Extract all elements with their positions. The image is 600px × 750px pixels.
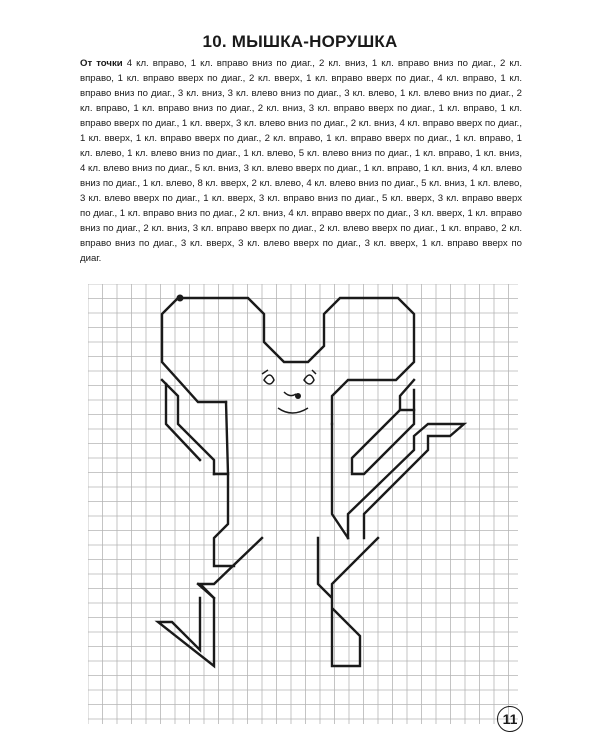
left-leg-inner — [198, 584, 214, 598]
left-arm-inner — [166, 384, 200, 460]
ears-outline — [178, 298, 414, 424]
nose-line — [284, 392, 296, 396]
tail-outline — [348, 424, 464, 538]
start-point — [177, 295, 184, 302]
body-left-outline — [214, 402, 234, 566]
grid-drawing — [88, 284, 518, 724]
drawing-instructions — [80, 56, 522, 266]
mouse-face — [262, 370, 316, 413]
nose-dot — [295, 393, 301, 399]
left-eye — [264, 375, 274, 384]
grid-lines — [88, 284, 518, 724]
graph-paper-grid — [88, 284, 518, 724]
head-left-outline — [162, 298, 226, 402]
instructions-text: 4 кл. вправо, 1 кл. вправо вниз по диаг., 2 кл. вниз, 1 кл. вправо вниз по диаг., 2 кл. вправо, 1 кл. вправо вверх по диаг., 2 кл. вверх, 1 кл. вправо вверх по диаг., 4 кл. вправо, 1 кл. вправо вниз по диаг., 3 кл. вниз, 3 кл. влево вниз по диаг., 3 кл. влево, 1 кл. влево вниз по диаг., 2 кл. вправо, 1 кл. вправо вниз по диаг., 2 кл. вниз, 3 кл. вправо вверх по диаг., 1 кл. вправо, 1 кл. вправо вверх по диаг., 1 кл. вверх, 3 кл. влево вниз по диаг., 2 кл. вниз, 4 кл. вправо вверх по диаг., 1 кл. вверх, 1 кл. вправо вверх по диаг., 2 кл. вправо, 1 кл. вправо вверх по диаг., 1 кл. вправо, 1 кл. влево, 1 кл. влево вниз по диаг., 1 кл. влево, 5 кл. влево вниз по диаг., 1 кл. вправо, 1 кл. вниз, 4 кл. влево вниз по диаг., 5 кл. вниз, 3 кл. влево вверх по диаг., 1 кл. вправо, 1 кл. вниз, 4 кл. влево вниз по диаг., 1 кл. влево, 8 кл. вверх, 2 кл. влево, 4 кл. влево вниз по диаг., 5 кл. вниз, 1 кл. влево, 3 кл. влево вверх по диаг., 1 кл. вверх, 3 кл. вправо вниз по диаг., 5 кл. вверх, 3 кл. вправо вверх по диаг., 1 кл. вправо вниз по диаг., 2 кл. вниз, 4 кл. вправо вверх по диаг., 3 кл. вверх, 1 кл. вправо вниз по диаг., 2 кл. вниз, 3 кл. вправо вверх по диаг., 2 кл. влево вверх по диаг., 1 кл. вправо, 2 кл. вправо вниз по диаг., 3 кл. вверх, 3 кл. влево вверх по диаг., 3 кл. вверх, 1 кл. вправо вверх по диаг. — [80, 58, 522, 264]
page-number: 11 — [497, 706, 523, 732]
mouth — [278, 408, 308, 413]
page-title: 10. МЫШКА-НОРУШКА — [202, 32, 398, 51]
instructions-lead: От точки — [80, 58, 123, 69]
